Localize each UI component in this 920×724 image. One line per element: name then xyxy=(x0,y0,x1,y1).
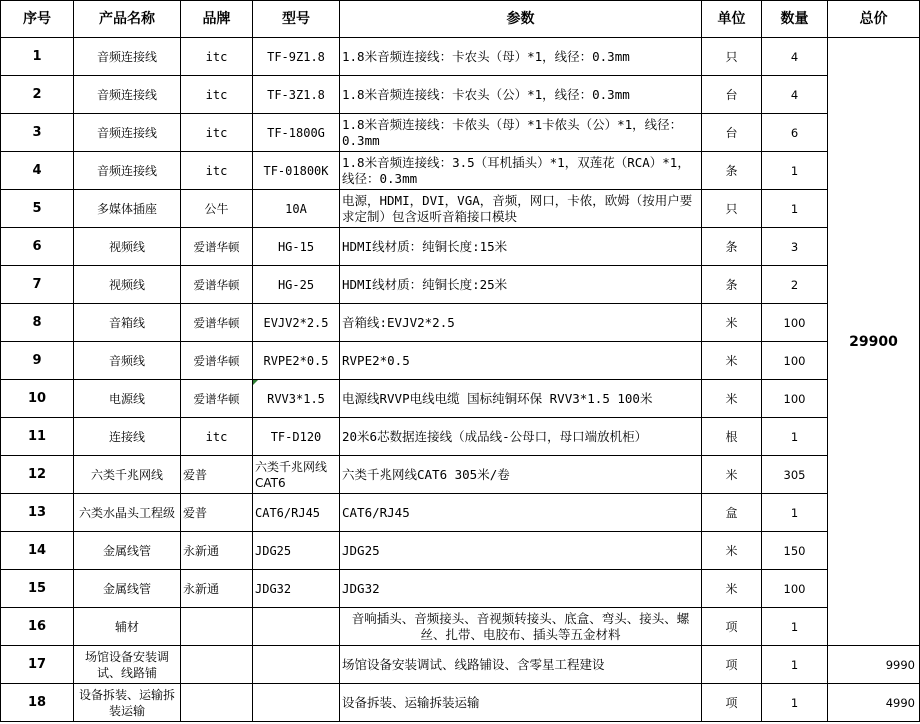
row-total: 9990 xyxy=(828,646,920,684)
row-qty: 305 xyxy=(762,456,828,494)
row-product: 六类千兆网线 xyxy=(74,456,181,494)
row-index: 13 xyxy=(1,494,74,532)
row-brand: 爱谱华顿 xyxy=(181,342,253,380)
header-qty: 数量 xyxy=(762,1,828,38)
row-total: 4990 xyxy=(828,684,920,722)
table-row xyxy=(1,190,920,228)
row-index: 10 xyxy=(1,380,74,418)
row-product: 六类水晶头工程级 xyxy=(74,494,181,532)
row-index: 8 xyxy=(1,304,74,342)
row-model xyxy=(253,608,340,646)
row-product: 电源线 xyxy=(74,380,181,418)
row-unit: 米 xyxy=(702,456,762,494)
row-model: HG-25 xyxy=(253,266,340,304)
header-brand: 品牌 xyxy=(181,1,253,38)
row-unit: 条 xyxy=(702,228,762,266)
row-qty: 100 xyxy=(762,570,828,608)
row-brand: 爱普 xyxy=(181,456,253,494)
row-params: 20米6芯数据连接线（成品线-公母口，母口端放机柜） xyxy=(340,418,702,456)
row-product: 设备拆装、运输拆装运输 xyxy=(74,684,181,722)
row-product: 金属线管 xyxy=(74,570,181,608)
row-qty: 150 xyxy=(762,532,828,570)
row-unit: 只 xyxy=(702,190,762,228)
table-row xyxy=(1,684,920,722)
row-unit: 根 xyxy=(702,418,762,456)
row-unit: 条 xyxy=(702,152,762,190)
row-model: RVPE2*0.5 xyxy=(253,342,340,380)
row-index: 6 xyxy=(1,228,74,266)
row-model: 10A xyxy=(253,190,340,228)
row-product: 音频连接线 xyxy=(74,152,181,190)
row-model: 六类千兆网线CAT6 xyxy=(253,456,340,494)
row-unit: 项 xyxy=(702,684,762,722)
row-brand: itc xyxy=(181,152,253,190)
row-unit: 米 xyxy=(702,532,762,570)
row-index: 9 xyxy=(1,342,74,380)
row-model: TF-01800K xyxy=(253,152,340,190)
header-row xyxy=(1,1,920,38)
row-product: 辅材 xyxy=(74,608,181,646)
row-params: HDMI线材质：纯铜长度:25米 xyxy=(340,266,702,304)
row-qty: 3 xyxy=(762,228,828,266)
row-index: 1 xyxy=(1,38,74,76)
row-brand xyxy=(181,646,253,684)
table-row xyxy=(1,418,920,456)
row-unit: 米 xyxy=(702,304,762,342)
row-params: 场馆设备安装调试、线路铺设、含零星工程建设 xyxy=(340,646,702,684)
row-model: CAT6/RJ45 xyxy=(253,494,340,532)
row-params: 1.8米音频连接线：卡农头（母）*1，线径：0.3mm xyxy=(340,38,702,76)
row-brand xyxy=(181,608,253,646)
row-params: 音箱线:EVJV2*2.5 xyxy=(340,304,702,342)
table-row xyxy=(1,38,920,76)
row-params: 1.8米音频连接线：卡农头（公）*1，线径：0.3mm xyxy=(340,76,702,114)
row-model: EVJV2*2.5 xyxy=(253,304,340,342)
row-qty: 1 xyxy=(762,684,828,722)
row-index: 18 xyxy=(1,684,74,722)
row-index: 11 xyxy=(1,418,74,456)
row-unit: 米 xyxy=(702,570,762,608)
row-brand: itc xyxy=(181,76,253,114)
row-product: 场馆设备安装调试、线路铺 xyxy=(74,646,181,684)
header-params: 参数 xyxy=(340,1,702,38)
row-brand: itc xyxy=(181,418,253,456)
row-model: HG-15 xyxy=(253,228,340,266)
row-brand: 永新通 xyxy=(181,532,253,570)
row-model: JDG25 xyxy=(253,532,340,570)
row-product: 金属线管 xyxy=(74,532,181,570)
row-brand: itc xyxy=(181,114,253,152)
header-unit: 单位 xyxy=(702,1,762,38)
row-qty: 1 xyxy=(762,152,828,190)
table-row xyxy=(1,570,920,608)
row-params: 设备拆装、运输拆装运输 xyxy=(340,684,702,722)
row-brand: 爱谱华顿 xyxy=(181,304,253,342)
row-product: 音频连接线 xyxy=(74,76,181,114)
row-params: 音响插头、音频接头、音视频转接头、底盒、弯头、接头、螺丝、扎带、电胶布、插头等五金材料 xyxy=(340,608,702,646)
row-index: 3 xyxy=(1,114,74,152)
row-qty: 6 xyxy=(762,114,828,152)
row-model: TF-D120 xyxy=(253,418,340,456)
row-unit: 项 xyxy=(702,646,762,684)
table-row xyxy=(1,608,920,646)
row-qty: 1 xyxy=(762,646,828,684)
row-index: 17 xyxy=(1,646,74,684)
row-unit: 项 xyxy=(702,608,762,646)
row-params: HDMI线材质：纯铜长度:15米 xyxy=(340,228,702,266)
table-row xyxy=(1,304,920,342)
row-index: 16 xyxy=(1,608,74,646)
table-row xyxy=(1,266,920,304)
row-brand: itc xyxy=(181,38,253,76)
row-params: 1.8米音频连接线：3.5（耳机插头）*1，双莲花（RCA）*1，线径：0.3mm xyxy=(340,152,702,190)
row-index: 15 xyxy=(1,570,74,608)
table-row xyxy=(1,76,920,114)
table-row xyxy=(1,646,920,684)
row-params: 电源线RVVP电线电缆 国标纯铜环保 RVV3*1.5 100米 xyxy=(340,380,702,418)
row-model xyxy=(253,684,340,722)
row-index: 4 xyxy=(1,152,74,190)
row-qty: 4 xyxy=(762,76,828,114)
row-product: 多媒体插座 xyxy=(74,190,181,228)
row-params: JDG32 xyxy=(340,570,702,608)
table-row xyxy=(1,228,920,266)
row-product: 视频线 xyxy=(74,266,181,304)
merged-total: 29900 xyxy=(828,38,920,646)
row-qty: 100 xyxy=(762,380,828,418)
row-qty: 1 xyxy=(762,418,828,456)
row-params: 六类千兆网线CAT6 305米/卷 xyxy=(340,456,702,494)
row-product: 视频线 xyxy=(74,228,181,266)
row-index: 5 xyxy=(1,190,74,228)
row-product: 音频连接线 xyxy=(74,38,181,76)
table-row xyxy=(1,114,920,152)
row-index: 7 xyxy=(1,266,74,304)
row-brand xyxy=(181,684,253,722)
row-product: 连接线 xyxy=(74,418,181,456)
row-params: RVPE2*0.5 xyxy=(340,342,702,380)
row-params: JDG25 xyxy=(340,532,702,570)
row-index: 2 xyxy=(1,76,74,114)
row-index: 14 xyxy=(1,532,74,570)
row-brand: 爱谱华顿 xyxy=(181,266,253,304)
row-model xyxy=(253,646,340,684)
row-model: RVV3*1.5 xyxy=(253,380,340,418)
row-unit: 台 xyxy=(702,114,762,152)
row-brand: 爱谱华顿 xyxy=(181,228,253,266)
table-row xyxy=(1,494,920,532)
row-product: 音箱线 xyxy=(74,304,181,342)
row-product: 音频线 xyxy=(74,342,181,380)
row-unit: 条 xyxy=(702,266,762,304)
row-model: TF-1800G xyxy=(253,114,340,152)
row-params: CAT6/RJ45 xyxy=(340,494,702,532)
table-row xyxy=(1,380,920,418)
table-row xyxy=(1,342,920,380)
row-brand: 爱谱华顿 xyxy=(181,380,253,418)
header-model: 型号 xyxy=(253,1,340,38)
row-qty: 2 xyxy=(762,266,828,304)
row-unit: 只 xyxy=(702,38,762,76)
table-row xyxy=(1,532,920,570)
row-model: TF-3Z1.8 xyxy=(253,76,340,114)
row-qty: 1 xyxy=(762,608,828,646)
table-row xyxy=(1,456,920,494)
row-unit: 米 xyxy=(702,342,762,380)
row-index: 12 xyxy=(1,456,74,494)
row-qty: 100 xyxy=(762,342,828,380)
row-params: 电源，HDMI，DVI，VGA，音频，网口，卡侬，欧姆（按用户要求定制）包含返听音箱接口模块 xyxy=(340,190,702,228)
row-unit: 台 xyxy=(702,76,762,114)
header-total: 总价 xyxy=(828,1,920,38)
row-unit: 盒 xyxy=(702,494,762,532)
table-row xyxy=(1,152,920,190)
header-product: 产品名称 xyxy=(74,1,181,38)
row-brand: 永新通 xyxy=(181,570,253,608)
row-product: 音频连接线 xyxy=(74,114,181,152)
row-brand: 爱普 xyxy=(181,494,253,532)
row-params: 1.8米音频连接线：卡侬头（母）*1卡侬头（公）*1，线径：0.3mm xyxy=(340,114,702,152)
row-unit: 米 xyxy=(702,380,762,418)
row-qty: 1 xyxy=(762,494,828,532)
row-model: TF-9Z1.8 xyxy=(253,38,340,76)
row-qty: 100 xyxy=(762,304,828,342)
row-model: JDG32 xyxy=(253,570,340,608)
header-index: 序号 xyxy=(1,1,74,38)
row-qty: 1 xyxy=(762,190,828,228)
row-brand: 公牛 xyxy=(181,190,253,228)
row-qty: 4 xyxy=(762,38,828,76)
